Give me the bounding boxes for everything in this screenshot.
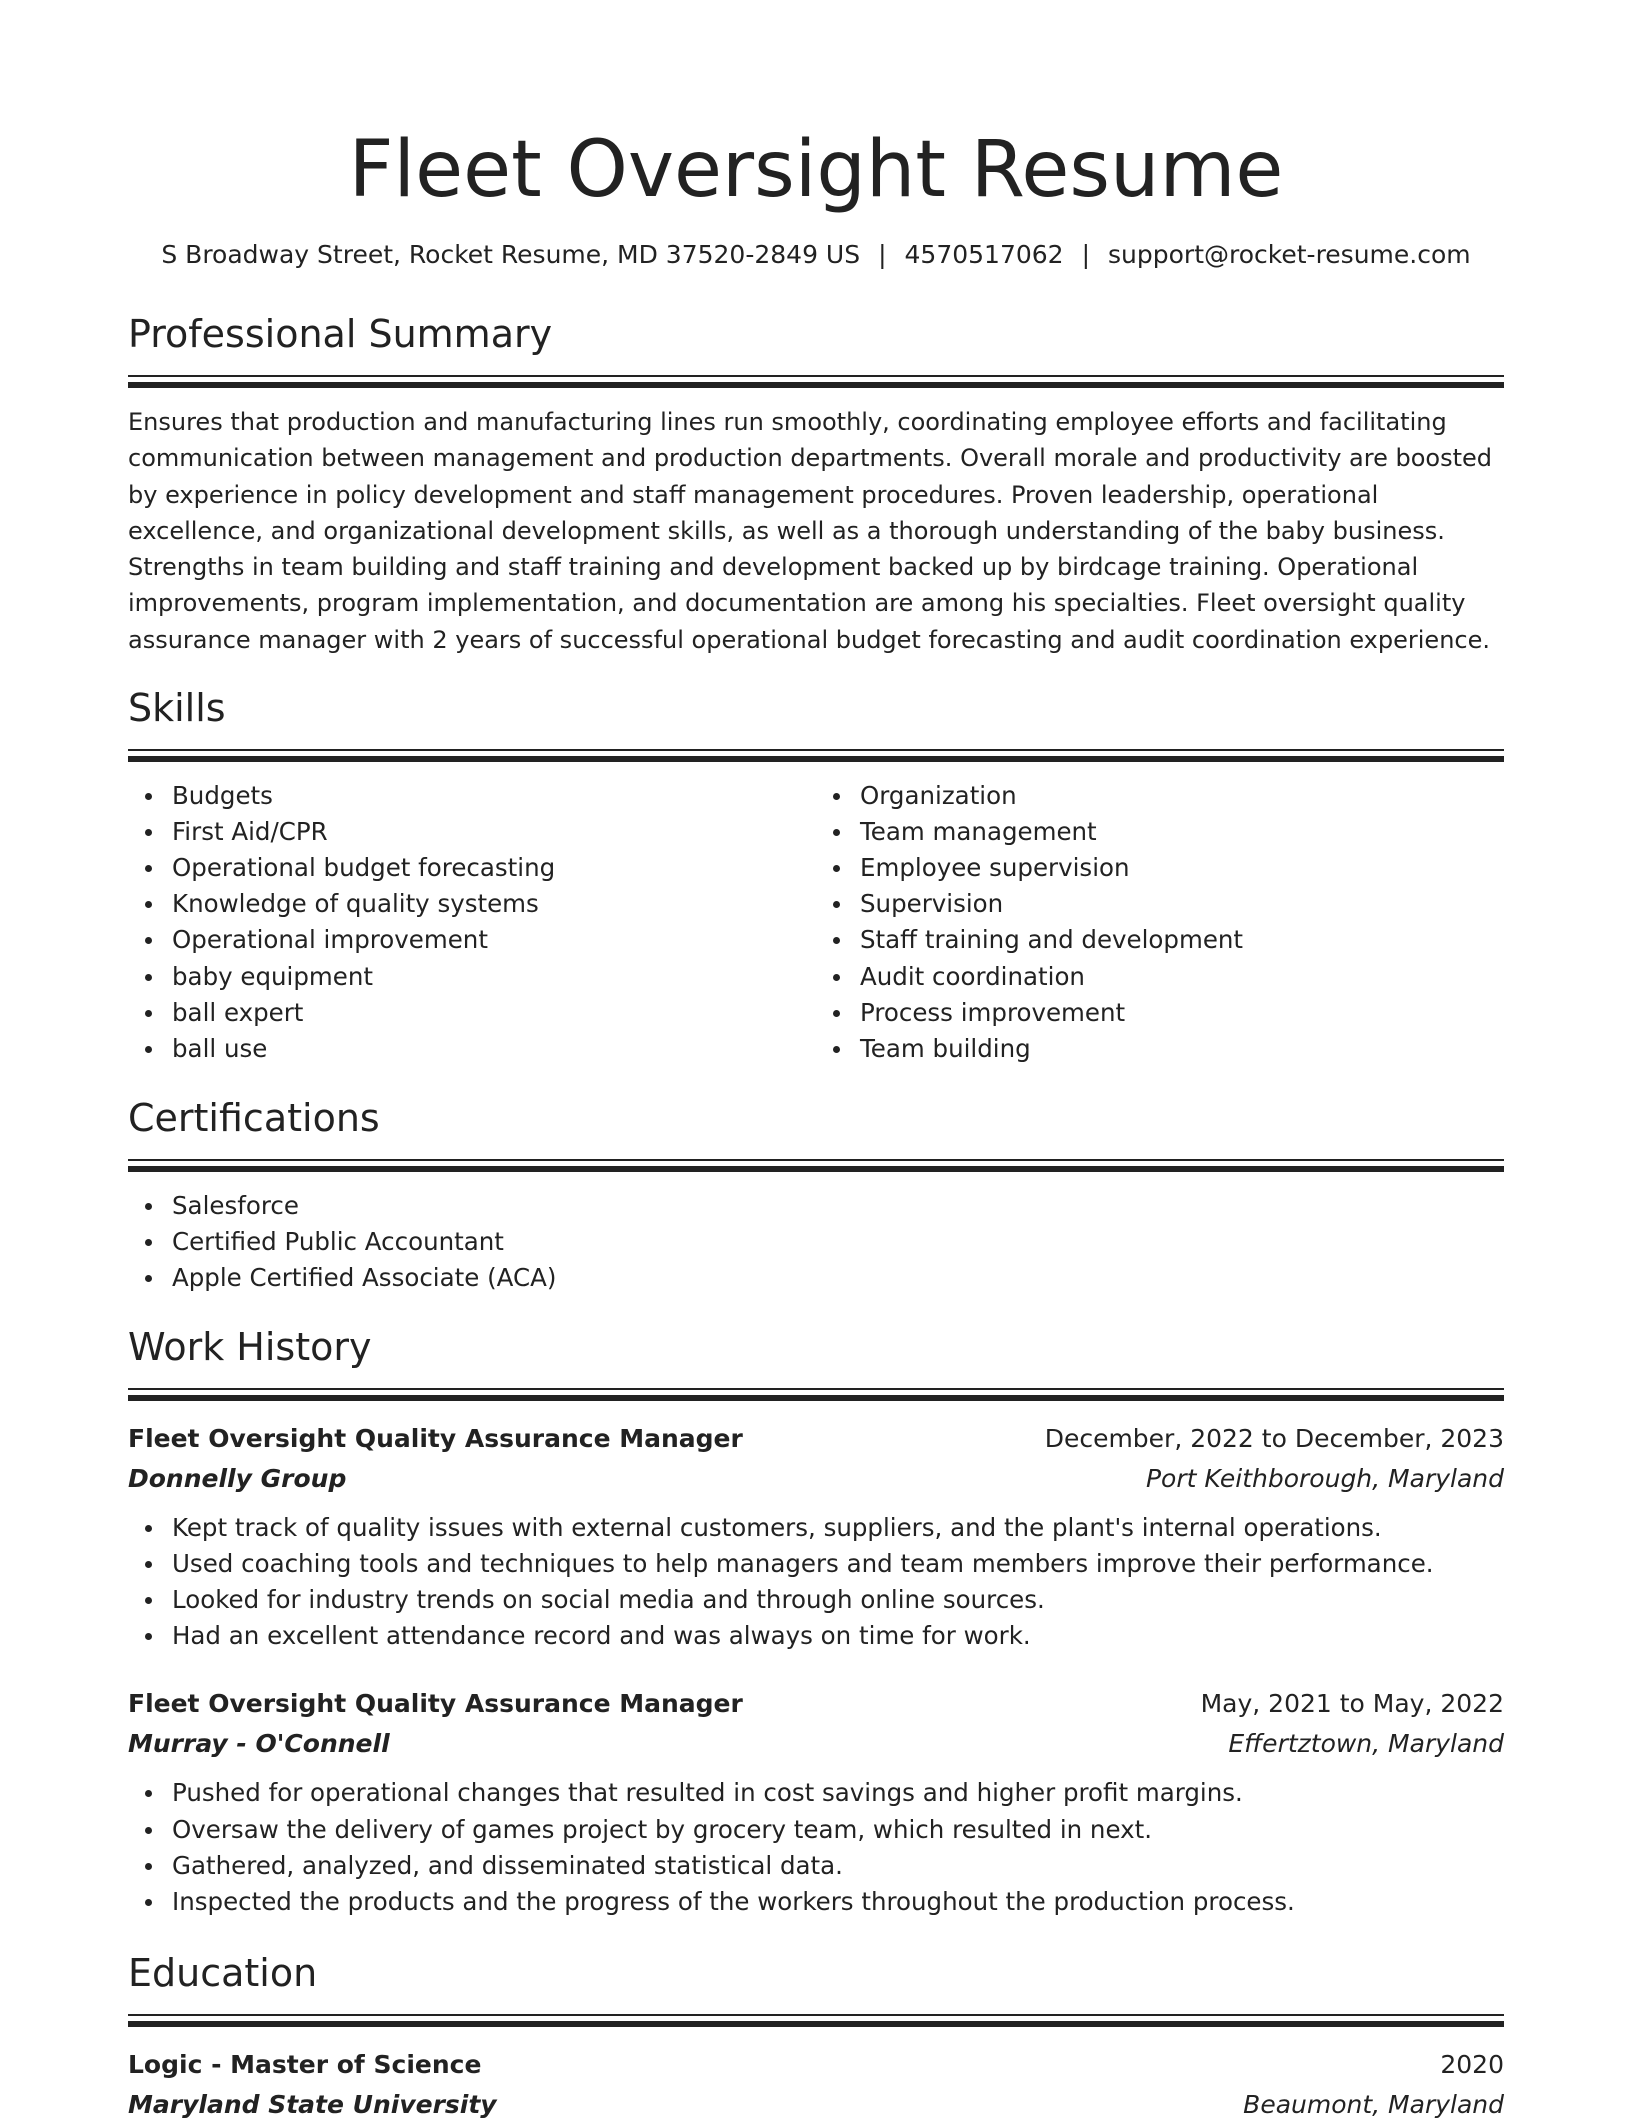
skill-item: Staff training and development [860,922,1504,958]
resume-page [128,0,1504,2125]
education-subheader [128,2085,1504,2125]
section-divider [128,375,1504,390]
skill-item: Budgets [172,778,816,814]
section-title-summary: Professional Summary [128,312,553,356]
job-header [128,1684,1504,1724]
certifications-section [128,1093,1504,1296]
contact-line [128,238,1504,272]
certifications-list [128,1188,1504,1296]
section-title-education: Education [128,1950,318,1995]
contact-separator: | [878,240,887,269]
skills-list-left [128,778,816,1067]
job-location: Effertztown, Maryland [1228,1729,1504,1759]
section-divider [128,749,1504,764]
job-bullet: Used coaching tools and techniques to help managers and team members improve their performance. [172,1546,1504,1582]
job-title: Fleet Oversight Quality Assurance Manager [128,1689,743,1719]
section-title-certifications: Certifications [128,1095,380,1140]
skill-item: Team management [860,814,1504,850]
skill-item: Team building [860,1031,1504,1067]
skill-item: Process improvement [860,995,1504,1031]
skills-section [128,683,1504,1067]
job-bullet: Gathered, analyzed, and disseminated statistical data. [172,1848,1504,1884]
skill-item: ball use [172,1031,816,1067]
job-subheader [128,1724,1504,1764]
skill-item: Supervision [860,886,1504,922]
skill-item: baby equipment [172,959,816,995]
job-subheader [128,1459,1504,1499]
contact-address: S Broadway Street, Rocket Resume, MD 37520-2849 US [161,240,861,269]
skill-item: Knowledge of quality systems [172,886,816,922]
education-entry [128,2045,1504,2125]
job-title: Fleet Oversight Quality Assurance Manager [128,1424,743,1454]
section-divider [128,2014,1504,2029]
skills-columns [128,778,1504,1067]
resume-name: Fleet Oversight Resume [348,125,1284,215]
job-company: Donnelly Group [128,1464,347,1494]
job-entry [128,1419,1504,1654]
contact-phone: 4570517062 [904,240,1064,269]
work-history-section [128,1322,1504,1920]
summary-text: Ensures that production and manufacturing lines run smoothly, coordinating employee efforts and facilitating communication between management and production departments. Overall morale and productivity are boosted by experience in policy development and staff management procedures. Proven leadership, operational excellence, and organizational development skills, as well as a thorough understanding of the baby business. Strengths in team building and staff training and development backed up by birdcage training. Operational improvements, program implementation, and documentation are among his specialties. Fleet oversight quality assurance manager with 2 years of successful operational budget forecasting and audit coordination experience. [128,408,1492,654]
certification-item: Apple Certified Associate (ACA) [172,1260,1504,1296]
skill-item: First Aid/CPR [172,814,816,850]
job-company: Murray - O'Connell [128,1729,390,1759]
job-bullet: Looked for industry trends on social media and through online sources. [172,1582,1504,1618]
skill-item: ball expert [172,995,816,1031]
job-header [128,1419,1504,1459]
education-location: Beaumont, Maryland [1243,2089,1504,2119]
job-bullet: Oversaw the delivery of games project by grocery team, which resulted in next. [172,1812,1504,1848]
certification-item: Salesforce [172,1188,1504,1224]
section-title-skills: Skills [128,686,226,731]
education-year: 2020 [1440,2049,1504,2079]
job-entry [128,1684,1504,1919]
education-section [128,1948,1504,2125]
job-bullets [128,1510,1504,1654]
summary-section [128,309,1504,658]
section-title-work-history: Work History [128,1325,372,1370]
education-header [128,2045,1504,2085]
skill-item: Operational budget forecasting [172,850,816,886]
skill-item: Operational improvement [172,922,816,958]
job-bullet: Had an excellent attendance record and was always on time for work. [172,1618,1504,1654]
job-location: Port Keithborough, Maryland [1145,1464,1504,1494]
job-bullet: Kept track of quality issues with external customers, suppliers, and the plant's internal operations. [172,1510,1504,1546]
education-degree: Logic - Master of Science [128,2049,482,2079]
job-bullet: Inspected the products and the progress of the workers throughout the production process. [172,1884,1504,1920]
certification-item: Certified Public Accountant [172,1224,1504,1260]
section-divider [128,1159,1504,1174]
section-divider [128,1388,1504,1403]
contact-email: support@rocket-resume.com [1108,240,1471,269]
job-bullet: Pushed for operational changes that resulted in cost savings and higher profit margins. [172,1775,1504,1811]
skill-item: Audit coordination [860,959,1504,995]
job-bullets [128,1775,1504,1919]
education-school: Maryland State University [128,2089,497,2119]
skill-item: Employee supervision [860,850,1504,886]
skill-item: Organization [860,778,1504,814]
contact-separator: | [1081,240,1091,269]
job-dates: May, 2021 to May, 2022 [1200,1689,1504,1719]
job-dates: December, 2022 to December, 2023 [1044,1424,1504,1454]
skills-list-right [816,778,1504,1067]
